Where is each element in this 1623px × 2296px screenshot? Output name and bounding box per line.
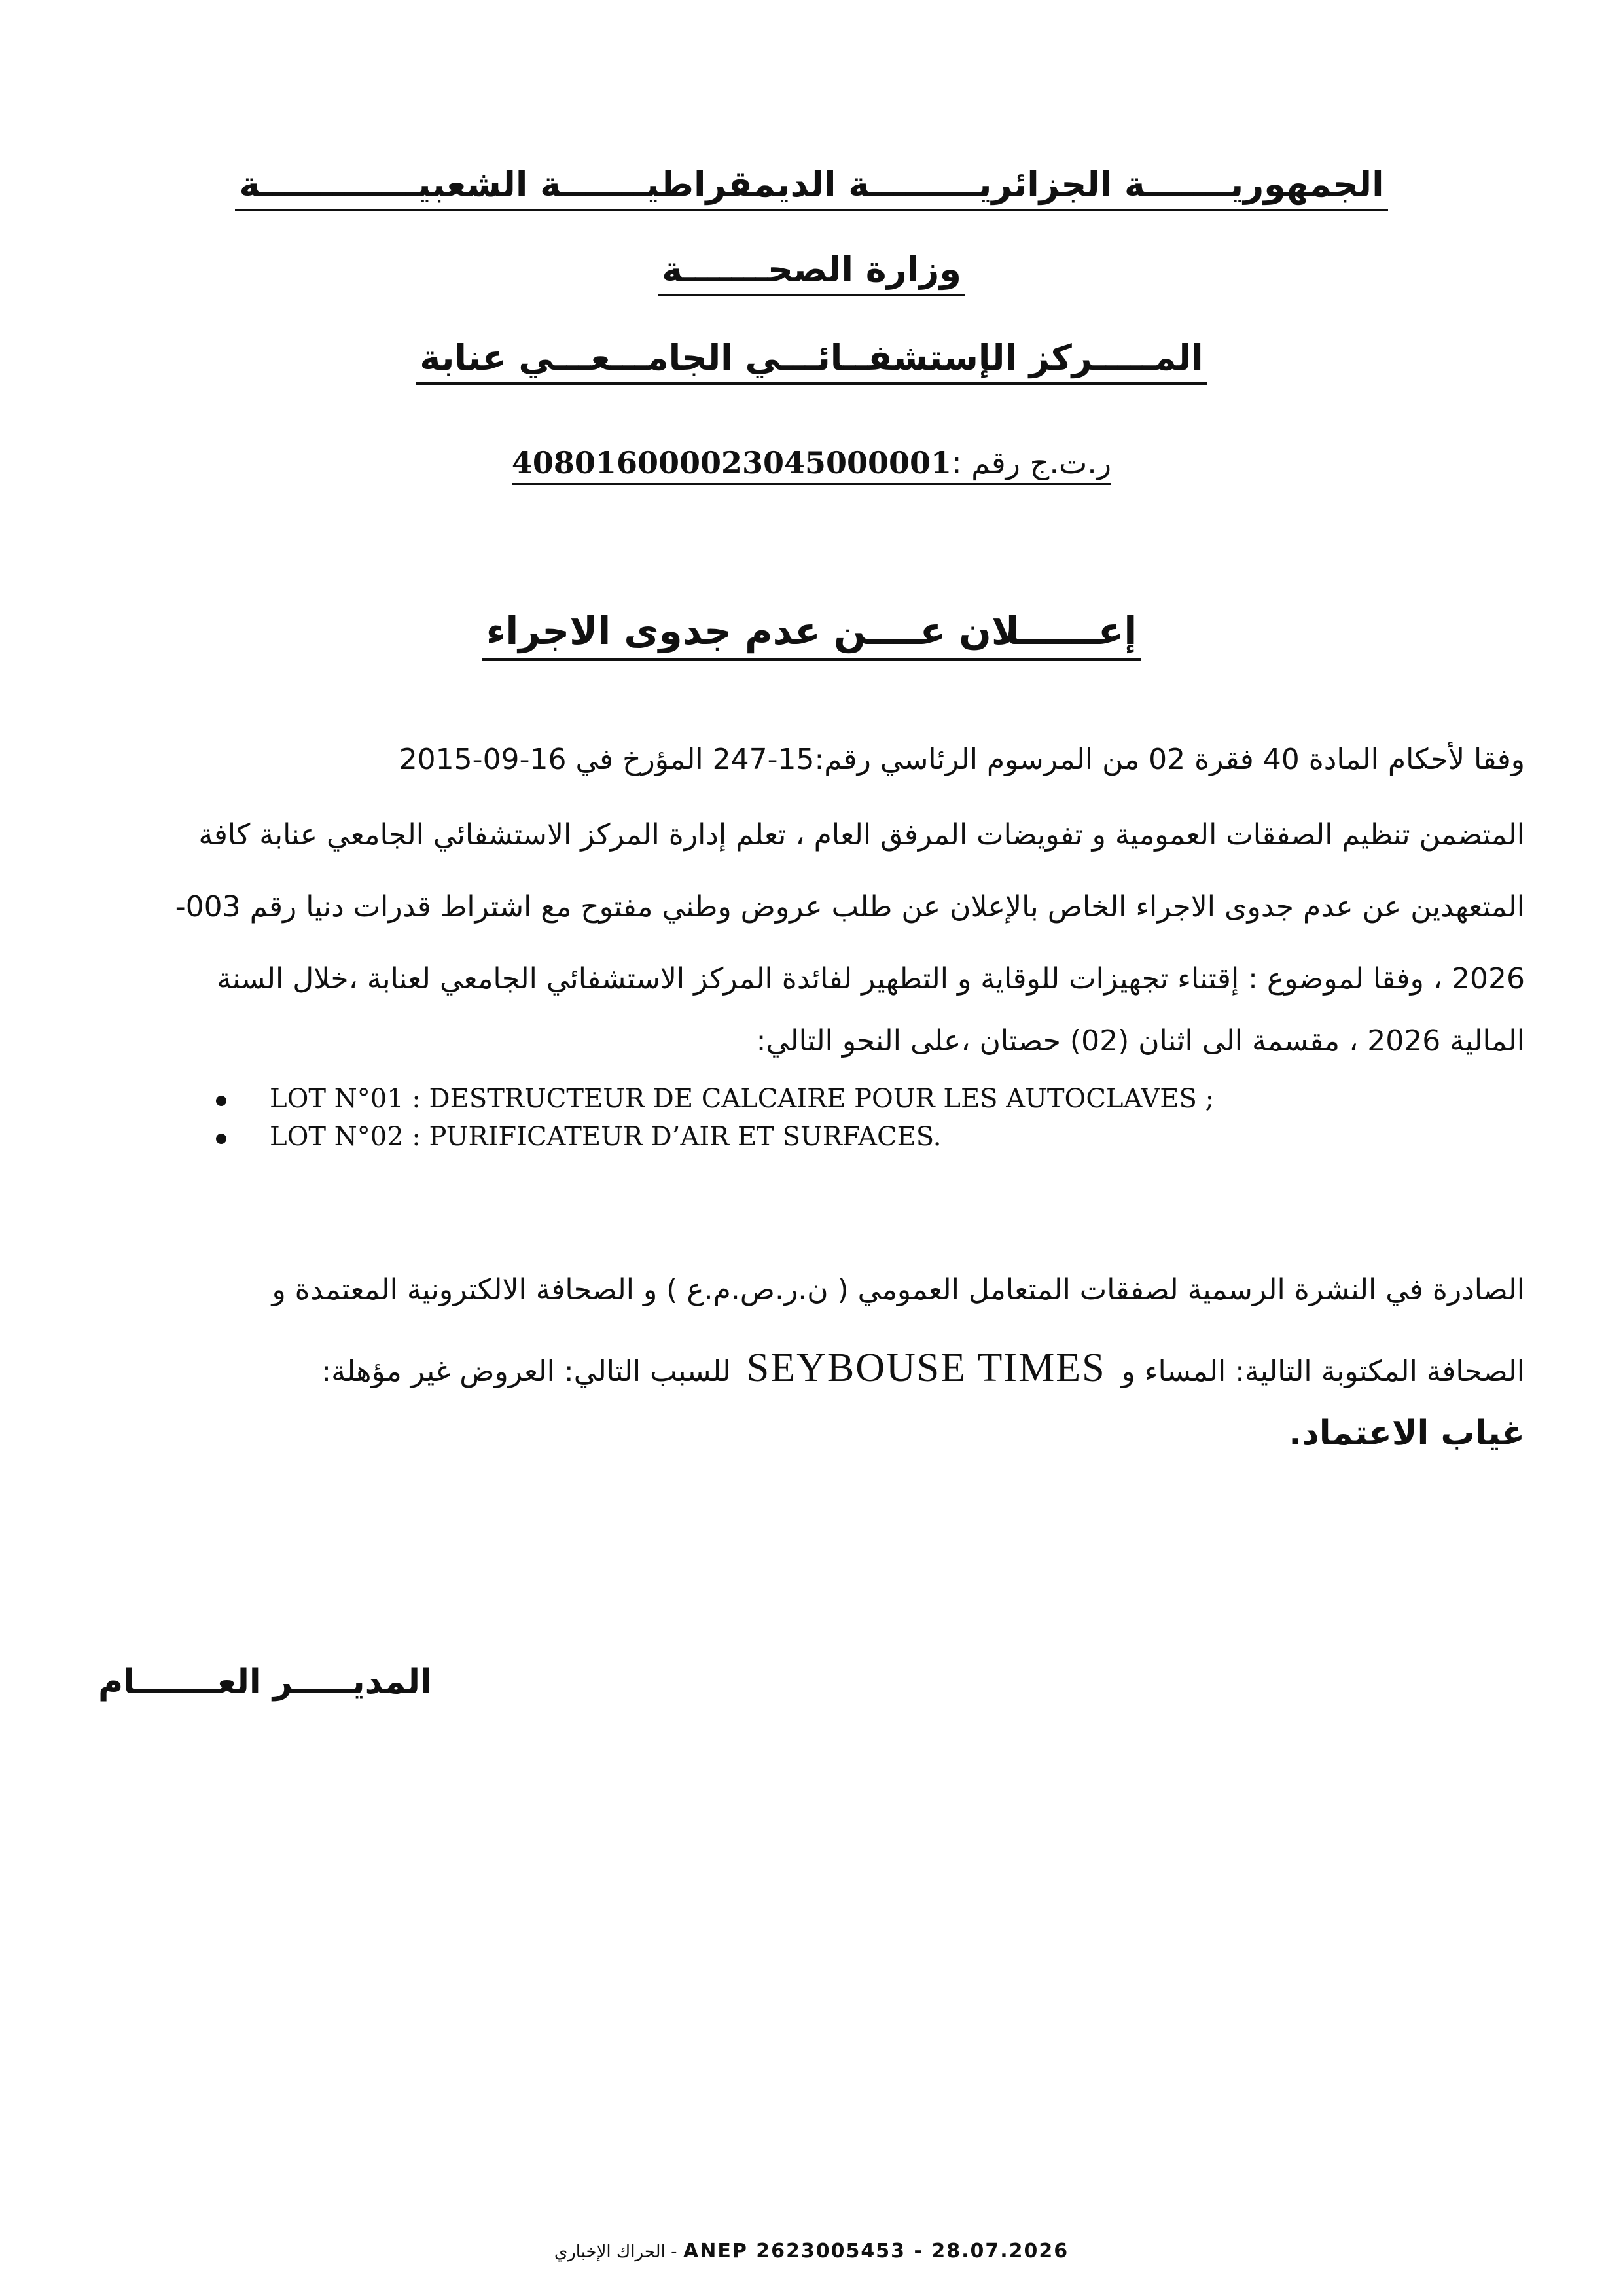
reference-line <box>0 445 1623 480</box>
publication-line-1: الصادرة في النشرة الرسمية لصفقات المتعامل العمومي ( ن.ر.ص.م.ع ) و الصحافة الالكترونية المعتمدة و <box>272 1273 1525 1306</box>
bullet-icon <box>216 1096 226 1106</box>
newspaper-name: SEYBOUSE TIMES <box>746 1346 1106 1390</box>
body-line-5: المالية 2026 ، مقسمة الى اثنان (02) حصتان ،على النحو التالي: <box>756 1024 1525 1058</box>
rejection-reason: غياب الاعتماد. <box>1289 1414 1525 1453</box>
republic-heading: الجمهوريـــــــة الجزائريـــــــــة الديمقراطيـــــــة الشعبيـــــــــــــة <box>0 164 1623 211</box>
hospital-heading: المـــــركز الإستشفــائـــي الجامـــعـــي عنابة <box>0 337 1623 385</box>
notice-title: إعــــــلان عــــن عدم جدوى الاجراء <box>0 609 1623 653</box>
lots-list <box>223 1080 1214 1156</box>
publication-line-2: الصحافة المكتوبة التالية: المساء وSEYBOUSE TIMESللسبب التالي: العروض غير مؤهلة: <box>321 1346 1525 1390</box>
footer <box>0 2240 1623 2263</box>
signature-title: المديـــــر العـــــــام <box>98 1662 432 1702</box>
reference-label: ر.ت.ج رقم : <box>952 445 1111 485</box>
body-line-3: المتعهدين عن عدم جدوى الاجراء الخاص بالإعلان عن طلب عروض وطني مفتوح مع اشتراط قدرات دنيا رقم 003- <box>175 890 1525 924</box>
bullet-icon <box>216 1134 226 1144</box>
list-item: LOT N°01 : DESTRUCTEUR DE CALCAIRE POUR LES AUTOCLAVES ; <box>223 1080 1214 1118</box>
body-line-2: المتضمن تنظيم الصفقات العمومية و تفويضات المرفق العام ، تعلم إدارة المركز الاستشفائي الجامعي عنابة كافة <box>198 818 1525 852</box>
footer-newspaper: الحراك الإخباري - <box>554 2242 677 2262</box>
ministry-heading: وزارة الصحـــــــة <box>0 249 1623 296</box>
list-item: LOT N°02 : PURIFICATEUR D’AIR ET SURFACES. <box>223 1118 1214 1156</box>
body-line-4: 2026 ، وفقا لموضوع : إقتناء تجهيزات للوقاية و التطهير لفائدة المركز الاستشفائي الجامعي لعنابة ،خلال السنة <box>217 962 1525 996</box>
reference-number: 408016000023045000001 <box>512 445 952 485</box>
body-line-1: وفقا لأحكام المادة 40 فقرة 02 من المرسوم الرئاسي رقم:15-247 المؤرخ في 16-09-2015 <box>399 743 1525 776</box>
footer-anep-code: ANEP 2623005453 - 28.07.2026 <box>683 2240 1069 2263</box>
